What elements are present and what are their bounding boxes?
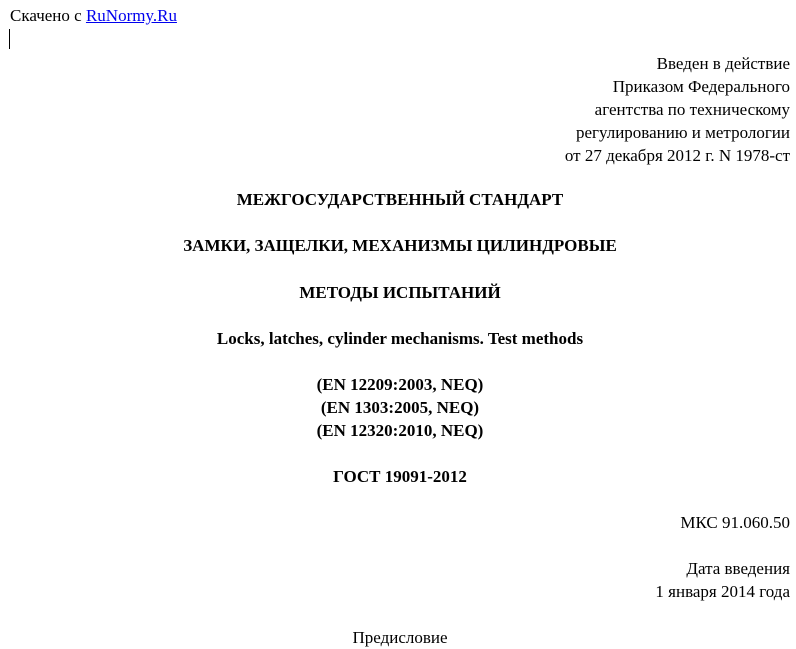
introduction-block <box>565 52 790 167</box>
introduction-line: от 27 декабря 2012 г. N 1978-ст <box>564 146 790 165</box>
introduction-line: агентства по техническому <box>594 100 790 119</box>
introduction-line: Введен в действие <box>656 54 790 73</box>
text-cursor <box>9 29 10 49</box>
effective-date: 1 января 2014 года <box>655 582 790 601</box>
effective-date-label: Дата введения <box>686 559 790 578</box>
source-prefix: Скачено с <box>10 6 86 25</box>
standard-designation: ГОСТ 19091-2012 <box>333 467 467 486</box>
source-link[interactable]: RuNormy.Ru <box>85 6 177 25</box>
source-line <box>10 6 177 26</box>
standard-title: ЗАМКИ, ЗАЩЕЛКИ, МЕХАНИЗМЫ ЦИЛИНДРОВЫЕ <box>183 236 617 255</box>
english-title: Locks, latches, cylinder mechanisms. Test methods <box>216 329 584 348</box>
introduction-line: регулированию и метрологии <box>575 123 790 142</box>
introduction-line: Приказом Федерального <box>612 77 790 96</box>
section-heading-foreword: Предисловие <box>352 628 448 647</box>
reference-line: (EN 1303:2005, NEQ) <box>320 398 480 417</box>
classification-code: МКС 91.060.50 <box>680 513 790 532</box>
reference-line: (EN 12320:2010, NEQ) <box>316 421 484 440</box>
standard-subtitle: МЕТОДЫ ИСПЫТАНИЙ <box>299 283 501 302</box>
reference-line: (EN 12209:2003, NEQ) <box>316 375 484 394</box>
standard-type: МЕЖГОСУДАРСТВЕННЫЙ СТАНДАРТ <box>236 190 564 209</box>
